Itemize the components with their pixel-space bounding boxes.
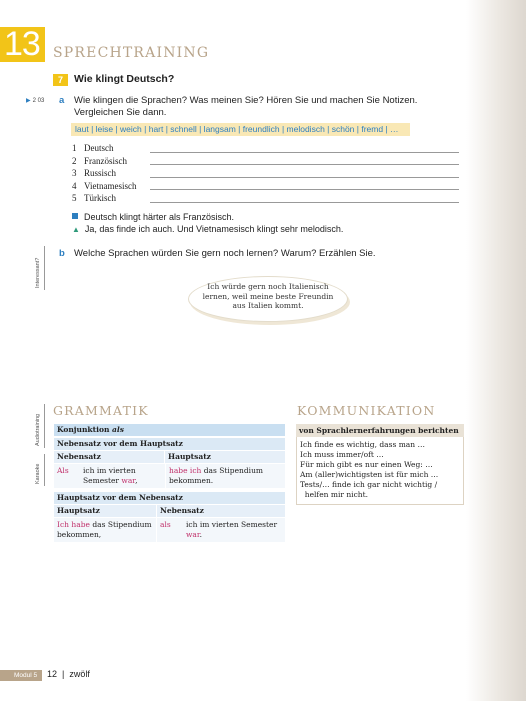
example-statement: Deutsch klingt härter als Französisch.	[72, 211, 234, 223]
kommunikation-title: KOMMUNIKATION	[297, 403, 436, 418]
chapter-title: SPRECHTRAINING	[53, 45, 210, 61]
audio-track-number: 2 03	[32, 98, 45, 104]
grammar-box	[54, 424, 285, 542]
part-b-letter: b	[59, 248, 65, 259]
example-reply: ▲ Ja, das finde ich auch. Und Vietnamesisch klingt sehr melodisch.	[72, 224, 344, 234]
list-item-label: Russisch	[84, 168, 117, 178]
exercise-title: Wie klingt Deutsch?	[74, 73, 175, 85]
list-item	[72, 180, 459, 193]
phrase-line: Tests/… finde ich gar nicht wichtig /	[300, 480, 438, 489]
hauptsatz-cell: habe ich das Stipendium bekommen.	[166, 464, 285, 488]
conjunction-cell: als	[157, 518, 183, 542]
side-divider	[44, 454, 45, 486]
page-edge-shade	[466, 0, 526, 701]
audio-track[interactable]	[26, 97, 44, 104]
note-line[interactable]	[150, 152, 459, 153]
table-row	[54, 518, 285, 542]
phrase-line: Ich muss immer/oft …	[300, 450, 384, 459]
side-tag-audiotraining[interactable]: Audiotraining	[35, 413, 41, 446]
column-header-nebensatz: Nebensatz	[157, 505, 285, 517]
language-list	[72, 142, 459, 205]
phrase-line: Ich finde es wichtig, dass man …	[300, 440, 425, 449]
list-item-number: 1	[72, 143, 77, 153]
note-line[interactable]	[150, 164, 459, 165]
nebensatz-cell: ich im vierten Semester war,	[80, 464, 165, 488]
column-header-nebensatz: Nebensatz	[54, 451, 164, 463]
square-bullet-icon	[72, 213, 78, 219]
chapter-number: 13	[0, 27, 45, 62]
table-row	[54, 464, 285, 488]
grammatik-title: GRAMMATIK	[53, 403, 149, 418]
side-divider	[44, 246, 45, 290]
exercise-number: 7	[53, 74, 68, 86]
grammar-subheader-1: Nebensatz vor dem Hauptsatz	[54, 438, 285, 450]
phrase-line: Für mich gibt es nur einen Weg: …	[300, 460, 433, 469]
side-tag-karaoke[interactable]: Karaoke	[35, 463, 41, 484]
list-item-label: Vietnamesisch	[84, 180, 137, 191]
speech-bubble-text: Ich würde gern noch Italienisch lernen, weil meine beste Freundin aus Italien kommt.	[202, 282, 334, 310]
list-item-number: 4	[72, 180, 77, 191]
part-a-line1: Wie klingen die Sprachen? Was meinen Sie? Hören Sie und machen Sie Notizen.	[74, 95, 418, 106]
nebensatz-cell: ich im vierten Semester war.	[183, 518, 285, 542]
communication-box-body	[296, 437, 464, 505]
part-b-instruction: Welche Sprachen würden Sie gern noch lernen? Warum? Erzählen Sie.	[74, 248, 376, 259]
part-a-letter: a	[59, 95, 65, 106]
grammar-table-header-2	[54, 505, 285, 517]
list-item-label: Türkisch	[84, 193, 116, 203]
list-item	[72, 155, 459, 168]
list-item-number: 5	[72, 193, 77, 203]
conjunction-cell: Als	[54, 464, 80, 488]
note-line[interactable]	[150, 177, 459, 178]
part-a-line2: Vergleichen Sie dann.	[74, 107, 167, 118]
list-item-label: Deutsch	[84, 143, 114, 153]
list-item-label: Französisch	[84, 155, 127, 166]
part-a-instruction	[74, 95, 417, 119]
communication-box-header: von Sprachlernerfahrungen berichten	[296, 424, 464, 437]
communication-box	[296, 424, 464, 505]
grammar-subheader-2: Hauptsatz vor dem Nebensatz	[54, 492, 285, 504]
module-tag: Modul 5	[0, 670, 42, 681]
list-item	[72, 192, 459, 205]
grammar-table-header-1	[54, 451, 285, 463]
note-line[interactable]	[150, 189, 459, 190]
hauptsatz-cell: Ich habe das Stipendium bekommen,	[54, 518, 156, 542]
phrase-line: Am (aller)wichtigsten ist für mich …	[300, 470, 439, 479]
side-tag-interessant: Interessant?	[35, 257, 41, 288]
list-item-number: 2	[72, 155, 77, 166]
side-divider	[44, 404, 45, 448]
list-item	[72, 142, 459, 155]
list-item-number: 3	[72, 168, 77, 178]
triangle-bullet-icon: ▲	[72, 225, 80, 234]
phrase-line: helfen mir nicht.	[300, 490, 369, 499]
column-header-hauptsatz: Hauptsatz	[165, 451, 285, 463]
note-line[interactable]	[150, 202, 459, 203]
page-number: 12 | zwölf	[47, 669, 90, 679]
list-item	[72, 167, 459, 180]
play-icon: ▶	[26, 98, 31, 104]
column-header-hauptsatz: Hauptsatz	[54, 505, 156, 517]
word-box: laut | leise | weich | hart | schnell | langsam | freundlich | melodisch | schön | fremd | …	[71, 123, 410, 136]
grammar-box-header: Konjunktion als	[54, 424, 285, 436]
